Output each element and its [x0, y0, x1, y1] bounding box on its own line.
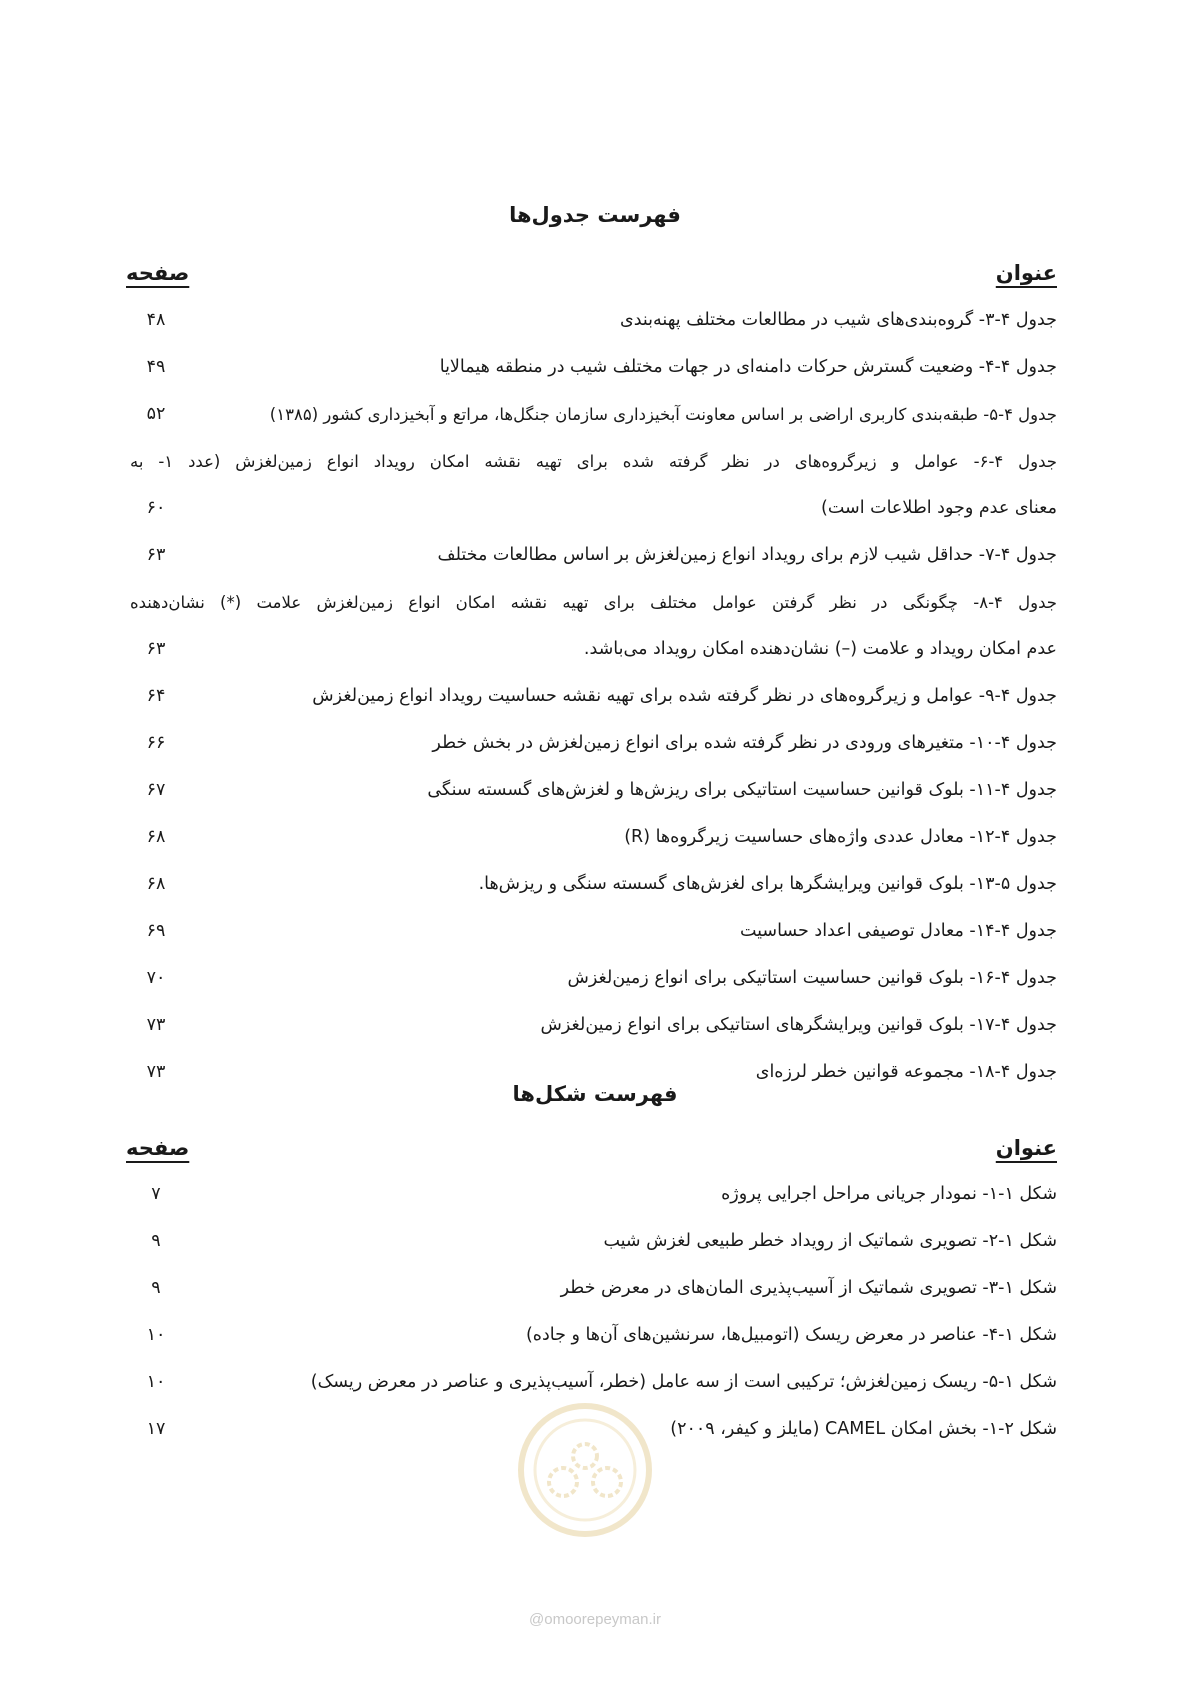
entry-page: ۱۰: [146, 1372, 166, 1392]
entry-page: ۶۸: [146, 874, 166, 894]
tables-list-title: فهرست جدول‌ها: [509, 203, 681, 227]
list-item[interactable]: [130, 1171, 1057, 1218]
entry-title: شکل ۱-۳- تصویری شماتیک از آسیب‌پذیری المان‌های در معرض خطر: [560, 1278, 1057, 1298]
entry-page: ۶۴: [146, 686, 166, 706]
entry-title: شکل ۱-۲- تصویری شماتیک از رویداد خطر طبیعی لغزش شیب: [603, 1231, 1057, 1251]
list-item[interactable]: [130, 438, 1057, 485]
figures-list-title: فهرست شکل‌ها: [512, 1082, 678, 1106]
entry-page: ۷۳: [146, 1015, 166, 1035]
list-item[interactable]: [130, 1359, 1057, 1406]
entry-title: جدول ۴-۳- گروه‌بندی‌های شیب در مطالعات مختلف پهنه‌بندی: [620, 310, 1057, 330]
list-item-continuation[interactable]: [130, 626, 1057, 673]
entry-title: شکل ۱-۴- عناصر در معرض ریسک (اتومبیل‌ها، سرنشین‌های آن‌ها و جاده): [525, 1325, 1057, 1345]
entry-title: عدم امکان رویداد و علامت (–) نشان‌دهنده امکان رویداد می‌باشد.: [583, 639, 1057, 659]
entry-title: جدول ۴-۱۰- متغیرهای ورودی در نظر گرفته شده برای انواع زمین‌لغزش در بخش خطر: [432, 733, 1057, 753]
entry-page: ۷۳: [146, 1062, 166, 1082]
list-item[interactable]: [130, 861, 1057, 908]
entry-title: جدول ۵-۱۳- بلوک قوانین ویرایشگرها برای لغزش‌های گسسته سنگی و ریزش‌ها.: [478, 874, 1057, 894]
entry-page: ۷: [151, 1184, 161, 1204]
entry-title: جدول ۴-۱۲- معادل عددی واژه‌های حساسیت زیرگروه‌ها (R): [624, 827, 1057, 847]
list-item[interactable]: [130, 955, 1057, 1002]
entry-title: شکل ۲-۱- بخش امکان CAMEL (مایلز و کیفر، ۲۰۰۹): [670, 1419, 1057, 1439]
watermark-seal-icon: [515, 1400, 655, 1540]
entry-title: جدول ۴-۴- وضعیت گسترش حرکات دامنه‌ای در جهات مختلف شیب در منطقه هیمالایا: [439, 357, 1057, 377]
entry-page: ۶۷: [146, 780, 166, 800]
list-item[interactable]: [130, 1218, 1057, 1265]
entry-page: ۶۰: [146, 498, 166, 518]
list-item[interactable]: [130, 814, 1057, 861]
entry-page: ۴۸: [146, 310, 166, 330]
list-item[interactable]: [130, 297, 1057, 344]
entry-title: جدول ۴-۱۶- بلوک قوانین حساسیت استاتیکی برای انواع زمین‌لغزش: [567, 968, 1057, 988]
entry-page: ۱۰: [146, 1325, 166, 1345]
entry-page: ۶۹: [146, 921, 166, 941]
entry-page: ۵۲: [146, 404, 166, 424]
list-item[interactable]: [130, 1002, 1057, 1049]
entry-title: جدول ۴-۸- چگونگی در نظر گرفتن عوامل مختلف برای تهیه نقشه امکان انواع زمین‌لغزش علامت (*) نشان‌دهنده: [130, 593, 1058, 612]
entry-title: جدول ۴-۷- حداقل شیب لازم برای رویداد انواع زمین‌لغزش بر اساس مطالعات مختلف: [437, 545, 1057, 565]
list-item[interactable]: [130, 1265, 1057, 1312]
list-item[interactable]: [130, 344, 1057, 391]
entry-title: جدول ۴-۱۴- معادل توصیفی اعداد حساسیت: [739, 921, 1057, 941]
tables-column-title-header: عنوان: [995, 261, 1057, 285]
entry-page: ۹: [151, 1278, 161, 1298]
entry-page: ۹: [151, 1231, 161, 1251]
entry-title: جدول ۴-۶- عوامل و زیرگروه‌های در نظر گرفته شده برای تهیه نقشه امکان رویداد انواع زمین‌لغزش (عدد ۱- به: [130, 452, 1057, 471]
figures-column-title-header: عنوان: [995, 1136, 1057, 1160]
entry-title: جدول ۴-۹- عوامل و زیرگروه‌های در نظر گرفته شده برای تهیه نقشه حساسیت رویداد انواع زمین‌لغزش: [312, 686, 1057, 706]
list-item[interactable]: [130, 579, 1057, 626]
entry-page: ۱۷: [146, 1419, 166, 1439]
tables-column-page-header: صفحه: [126, 261, 190, 285]
list-item[interactable]: [130, 767, 1057, 814]
list-item-continuation[interactable]: [130, 485, 1057, 532]
list-item[interactable]: [130, 720, 1057, 767]
figures-column-page-header: صفحه: [126, 1136, 190, 1160]
list-item[interactable]: [130, 673, 1057, 720]
entry-title: جدول ۴-۱۸- مجموعه قوانین خطر لرزه‌ای: [755, 1062, 1057, 1082]
entry-title: شکل ۱-۱- نمودار جریانی مراحل اجرایی پروژه: [721, 1184, 1057, 1204]
entry-title: جدول ۴-۵- طبقه‌بندی کاربری اراضی بر اساس معاونت آبخیزداری سازمان جنگل‌ها، مراتع و آبخیزداری کشور (۱۳۸۵): [269, 405, 1057, 424]
entry-title: معنای عدم وجود اطلاعات است): [821, 498, 1057, 518]
entry-page: ۴۹: [146, 357, 166, 377]
entry-title: شکل ۱-۵- ریسک زمین‌لغزش؛ ترکیبی است از سه عامل (خطر، آسیب‌پذیری و عناصر در معرض ریسک): [310, 1372, 1057, 1392]
entry-title: جدول ۴-۱۷- بلوک قوانین ویرایشگرهای استاتیکی برای انواع زمین‌لغزش: [540, 1015, 1057, 1035]
entry-title: جدول ۴-۱۱- بلوک قوانین حساسیت استاتیکی برای ریزش‌ها و لغزش‌های گسسته سنگی: [427, 780, 1057, 800]
list-item[interactable]: [130, 1312, 1057, 1359]
list-item[interactable]: [130, 532, 1057, 579]
tables-entry-list: [130, 297, 1057, 1096]
entry-page: ۷۰: [146, 968, 166, 988]
entry-page: ۶۳: [146, 545, 166, 565]
entry-page: ۶۳: [146, 639, 166, 659]
watermark-site-text: @omoorepeyman.ir: [529, 1611, 661, 1628]
list-item[interactable]: [130, 391, 1057, 438]
list-item[interactable]: [130, 908, 1057, 955]
entry-page: ۶۸: [146, 827, 166, 847]
entry-page: ۶۶: [146, 733, 166, 753]
